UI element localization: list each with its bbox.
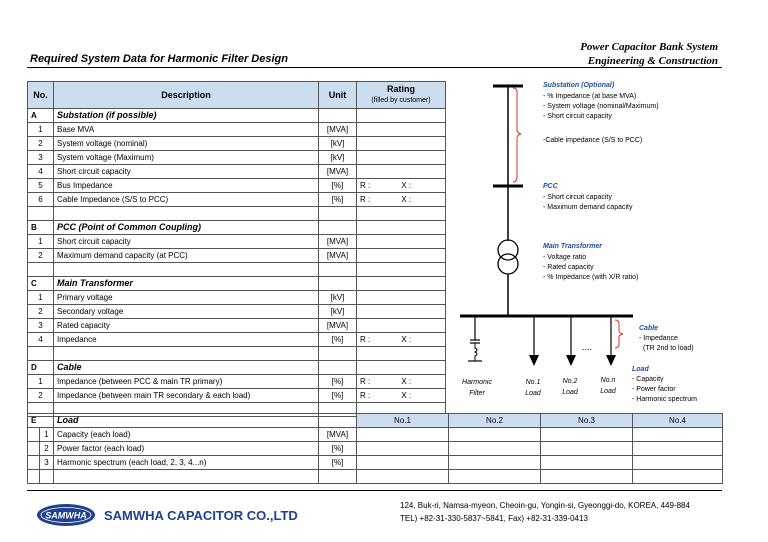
row-number: 2 xyxy=(28,389,54,403)
row-number: 2 xyxy=(28,249,54,263)
row-description: Impedance (between main TR secondary & each load) xyxy=(54,389,319,403)
spacer-cell xyxy=(357,347,446,361)
spacer-cell xyxy=(319,207,357,221)
row-unit: [%] xyxy=(319,333,357,347)
table-row xyxy=(28,123,446,137)
load-value-cell[interactable] xyxy=(357,428,449,442)
more-loads-dots: .... xyxy=(582,342,593,352)
section-row xyxy=(28,221,446,235)
header-rating xyxy=(357,82,446,109)
row-unit: [MVA] xyxy=(319,249,357,263)
row-unit: [%] xyxy=(319,193,357,207)
table-row xyxy=(28,456,723,470)
branch-label: Filter xyxy=(469,390,485,397)
load-value-cell[interactable] xyxy=(633,428,723,442)
branch-label: No.2 xyxy=(562,378,578,385)
table-row xyxy=(28,319,446,333)
spacer-cell xyxy=(28,347,54,361)
unit-cell xyxy=(319,221,357,235)
row-description: Maximum demand capacity (at PCC) xyxy=(54,249,319,263)
row-number: 5 xyxy=(28,179,54,193)
row-description: Primary voltage xyxy=(54,291,319,305)
rating-input-cell[interactable]: R : X : xyxy=(357,389,446,403)
rating-cell xyxy=(357,109,446,123)
branch-label: No.1 xyxy=(525,379,541,386)
rating-input-cell[interactable]: R : X : xyxy=(357,375,446,389)
header-no: No. xyxy=(28,82,54,109)
table-row xyxy=(28,235,446,249)
row-number: 3 xyxy=(28,319,54,333)
rating-input-cell[interactable] xyxy=(357,319,446,333)
row-description: Secondary voltage xyxy=(54,305,319,319)
load-value-cell[interactable] xyxy=(357,442,449,456)
spacer-row xyxy=(28,470,723,484)
rating-input-cell[interactable] xyxy=(357,151,446,165)
table-row xyxy=(28,333,446,347)
load-item: - Power factor xyxy=(632,386,676,393)
row-unit: [%] xyxy=(319,389,357,403)
row-description: System voltage (Maximum) xyxy=(54,151,319,165)
load-value-cell[interactable] xyxy=(449,442,541,456)
spacer-cell xyxy=(54,470,319,484)
row-unit: [%] xyxy=(319,442,357,456)
load-item: - Capacity xyxy=(632,376,664,383)
indent-cell xyxy=(28,456,40,470)
branch-label: No.n xyxy=(600,377,616,384)
row-number: 1 xyxy=(28,375,54,389)
row-unit: [kV] xyxy=(319,151,357,165)
load-annotation xyxy=(632,366,697,403)
footer-contact: TEL) +82-31-330-5837~5841, Fax) +82-31-339-0413 xyxy=(400,514,588,523)
row-unit: [kV] xyxy=(319,305,357,319)
section-row xyxy=(28,361,446,375)
footer-address: 124, Buk-ri, Namsa-myeon, Cheoin-gu, Yongin-si, Gyeonggi-do, KOREA, 449-884 xyxy=(400,501,690,510)
row-unit: [MVA] xyxy=(319,235,357,249)
row-number: 4 xyxy=(28,165,54,179)
row-number: 3 xyxy=(40,456,54,470)
loadn-arrow-icon xyxy=(606,355,616,366)
rating-input-cell[interactable] xyxy=(357,291,446,305)
load-column-header: No.2 xyxy=(449,414,541,428)
cable-item: (TR 2nd to load) xyxy=(643,345,694,352)
load1-arrow-icon xyxy=(529,355,539,366)
section-code: D xyxy=(28,361,54,375)
filter-reactor-icon xyxy=(475,343,477,361)
section-title: PCC (Point of Common Coupling) xyxy=(54,221,319,235)
load-value-cell[interactable] xyxy=(541,442,633,456)
row-number: 1 xyxy=(40,428,54,442)
row-number: 1 xyxy=(28,123,54,137)
substation-item: - % Impedance (at base MVA) xyxy=(543,93,637,100)
transformer-title: Main Transformer xyxy=(543,243,602,250)
cable-annotation xyxy=(639,325,694,352)
row-unit: [MVA] xyxy=(319,428,357,442)
cable-item: - Impedance xyxy=(639,335,678,342)
unit-cell xyxy=(319,277,357,291)
row-number: 6 xyxy=(28,193,54,207)
section-code: A xyxy=(28,109,54,123)
rating-input-cell[interactable]: R : X : xyxy=(357,333,446,347)
row-description: Short circuit capacity xyxy=(54,165,319,179)
spacer-cell xyxy=(54,263,319,277)
load-item: - Harmonic spectrum xyxy=(632,396,697,403)
load-value-cell[interactable] xyxy=(357,456,449,470)
branch-label: Load xyxy=(562,389,578,396)
rating-input-cell[interactable]: R : X : xyxy=(357,193,446,207)
spacer-cell xyxy=(357,207,446,221)
load-section-row xyxy=(28,414,723,428)
row-unit: [MVA] xyxy=(319,123,357,137)
company-heading xyxy=(560,40,718,68)
pcc-item: - Short circuit capacity xyxy=(543,194,612,201)
table-row xyxy=(28,193,446,207)
row-unit: [kV] xyxy=(319,291,357,305)
table-row xyxy=(28,165,446,179)
header-rating-sub: (filled by customer) xyxy=(371,97,431,104)
header-row xyxy=(28,82,446,109)
row-description: System voltage (nominal) xyxy=(54,137,319,151)
spacer-cell xyxy=(319,347,357,361)
rating-cell xyxy=(357,277,446,291)
rating-input-cell[interactable] xyxy=(357,137,446,151)
pcc-item: - Maximum demand capacity xyxy=(543,204,633,211)
row-number: 3 xyxy=(28,151,54,165)
row-description: Bus Impedance xyxy=(54,179,319,193)
rating-input-cell[interactable] xyxy=(357,165,446,179)
section-code: E xyxy=(28,414,54,428)
spacer-cell xyxy=(319,263,357,277)
load-value-cell[interactable] xyxy=(541,428,633,442)
load-value-cell[interactable] xyxy=(541,456,633,470)
spacer-cell xyxy=(357,470,449,484)
spacer-cell xyxy=(357,263,446,277)
row-description: Power factor (each load) xyxy=(54,442,319,456)
transformer-winding-secondary xyxy=(498,254,518,274)
footer-rule xyxy=(27,490,722,491)
row-unit: [MVA] xyxy=(319,165,357,179)
branch-label: Load xyxy=(600,388,616,395)
spacer-cell xyxy=(28,207,54,221)
cable-title: Cable xyxy=(639,325,659,332)
rating-input-cell[interactable] xyxy=(357,249,446,263)
samwha-logo xyxy=(36,502,298,528)
spacer-cell xyxy=(40,470,54,484)
row-unit: [kV] xyxy=(319,137,357,151)
requirements-table xyxy=(27,81,446,417)
spacer-cell xyxy=(28,470,40,484)
unit-cell xyxy=(319,361,357,375)
spacer-cell xyxy=(28,263,54,277)
section-title: Main Transformer xyxy=(54,277,319,291)
table-row xyxy=(28,151,446,165)
rating-input-cell[interactable] xyxy=(357,305,446,319)
load-column-header: No.3 xyxy=(541,414,633,428)
table-row xyxy=(28,442,723,456)
row-description: Cable Impedance (S/S to PCC) xyxy=(54,193,319,207)
title-rule xyxy=(27,67,722,68)
row-description: Short circuit capacity xyxy=(54,235,319,249)
spacer-row xyxy=(28,347,446,361)
section-title: Cable xyxy=(54,361,319,375)
section-title: Substation (if possible) xyxy=(54,109,319,123)
spacer-cell xyxy=(54,347,319,361)
load-title: Load xyxy=(632,366,649,373)
company-line2: Engineering & Construction xyxy=(587,55,718,67)
row-description: Harmonic spectrum (each load, 2, 3, 4...n) xyxy=(54,456,319,470)
spacer-cell xyxy=(541,470,633,484)
load2-arrow-icon xyxy=(566,355,576,366)
rating-input-cell[interactable] xyxy=(357,235,446,249)
row-description: Base MVA xyxy=(54,123,319,137)
footer-company-name: SAMWHA CAPACITOR CO.,LTD xyxy=(104,508,298,523)
pcc-title: PCC xyxy=(543,183,558,190)
table-row xyxy=(28,428,723,442)
branch-label: Load xyxy=(525,390,541,397)
row-number: 1 xyxy=(28,291,54,305)
company-line1: Power Capacitor Bank System xyxy=(580,41,718,53)
header-description: Description xyxy=(54,82,319,109)
logo-badge-text: SAMWHA xyxy=(45,510,87,521)
header-unit: Unit xyxy=(319,82,357,109)
row-unit: [%] xyxy=(319,179,357,193)
spacer-row xyxy=(28,263,446,277)
table-row xyxy=(28,249,446,263)
section-row xyxy=(28,109,446,123)
table-row xyxy=(28,375,446,389)
branch-label: Harmonic xyxy=(462,379,492,386)
load-value-cell[interactable] xyxy=(633,442,723,456)
row-number: 2 xyxy=(28,305,54,319)
transformer-item: - Rated capacity xyxy=(543,264,594,271)
row-number: 2 xyxy=(28,137,54,151)
table-row xyxy=(28,137,446,151)
table-row xyxy=(28,305,446,319)
row-description: Rated capacity xyxy=(54,319,319,333)
spacer-cell xyxy=(319,470,357,484)
row-number: 1 xyxy=(28,235,54,249)
section-code: C xyxy=(28,277,54,291)
row-number: 2 xyxy=(40,442,54,456)
load-value-cell[interactable] xyxy=(449,428,541,442)
row-description: Capacity (each load) xyxy=(54,428,319,442)
load-column-header: No.4 xyxy=(633,414,723,428)
transformer-annotation xyxy=(543,243,638,281)
substation-item: - System voltage (nominal/Maximum) xyxy=(543,103,659,110)
section-code: B xyxy=(28,221,54,235)
annotation-brackets xyxy=(513,88,623,348)
spacer-cell xyxy=(449,470,541,484)
rating-input-cell[interactable] xyxy=(357,123,446,137)
section-title: Load xyxy=(54,414,319,428)
footer-address-block xyxy=(400,499,690,525)
row-unit: [%] xyxy=(319,375,357,389)
unit-cell xyxy=(319,414,357,428)
indent-cell xyxy=(28,442,40,456)
rating-cell xyxy=(357,221,446,235)
substation-annotation xyxy=(543,82,659,144)
table-row xyxy=(28,389,446,403)
row-description: Impedance xyxy=(54,333,319,347)
row-number: 4 xyxy=(28,333,54,347)
load-column-header: No.1 xyxy=(357,414,449,428)
table-row xyxy=(28,291,446,305)
row-description: Impedance (between PCC & main TR primary) xyxy=(54,375,319,389)
cable-impedance-label: -Cable impedance (S/S to PCC) xyxy=(543,137,643,144)
substation-title: Substation (Optional) xyxy=(543,82,615,89)
load-table xyxy=(27,413,723,484)
substation-item: - Short circuit capacity xyxy=(543,113,612,120)
load-value-cell[interactable] xyxy=(633,456,723,470)
spacer-row xyxy=(28,207,446,221)
pcc-annotation xyxy=(543,183,633,211)
unit-cell xyxy=(319,109,357,123)
row-unit: [%] xyxy=(319,456,357,470)
table-row xyxy=(28,179,446,193)
spacer-cell xyxy=(633,470,723,484)
header-rating-label: Rating xyxy=(387,84,415,94)
load-value-cell[interactable] xyxy=(449,456,541,470)
transformer-item: - Voltage ratio xyxy=(543,254,587,261)
row-unit: [MVA] xyxy=(319,319,357,333)
branch-labels xyxy=(462,377,617,397)
transformer-item: - % Impedance (with X/R ratio) xyxy=(543,274,639,281)
single-line-diagram xyxy=(455,78,725,408)
spacer-cell xyxy=(54,207,319,221)
rating-cell xyxy=(357,361,446,375)
document-title: Required System Data for Harmonic Filter Design xyxy=(30,53,288,65)
indent-cell xyxy=(28,428,40,442)
section-row xyxy=(28,277,446,291)
rating-input-cell[interactable]: R : X : xyxy=(357,179,446,193)
